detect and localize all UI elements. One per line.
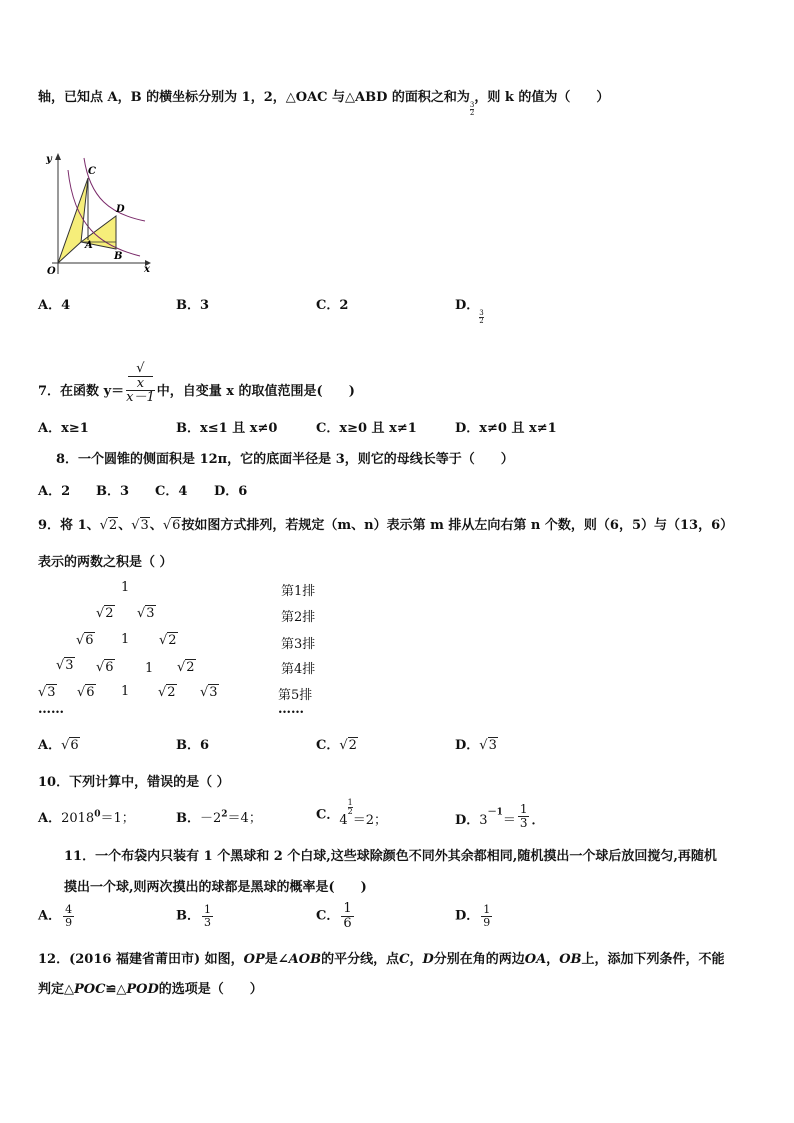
- q11-option-c[interactable]: C． $\frac{1}{6}$: [316, 901, 352, 931]
- q7-option-a[interactable]: A．x≥1: [38, 421, 89, 436]
- q9-row3-item1: √6: [76, 633, 94, 648]
- q9-row4-item4: √2: [177, 660, 195, 675]
- q10-option-d[interactable]: D．$3^{-1}=$ $\frac{1}{3}$ ．: [455, 802, 545, 830]
- q11-option-d[interactable]: D． $\frac{1}{9}$: [455, 903, 491, 929]
- q12-stem-line1: 12．(2016 福建省莆田市) 如图，OP是∠AOB的平分线，点C，D分别在角的两边OA，OB上，添加下列条件，不能: [38, 952, 725, 967]
- q9-row2-item2: √3: [137, 606, 155, 621]
- q9-option-a[interactable]: A．√6: [38, 738, 79, 753]
- q6-stem-fraction: $\frac{3}{2}$: [469, 100, 475, 117]
- q7-function-fraction: √ x x－1: [126, 361, 155, 406]
- q9-row1-item1: 1: [121, 580, 130, 595]
- q7-option-d[interactable]: D．x≠0 且 x≠1: [455, 421, 557, 436]
- y-axis-arrow: [55, 153, 61, 160]
- q9-option-d[interactable]: D．√3: [455, 738, 497, 753]
- q6-option-a[interactable]: A．4: [38, 298, 71, 313]
- q9-row5-item1: √3: [38, 685, 56, 700]
- q9-option-c[interactable]: C．√2: [316, 738, 357, 753]
- q9-stem-line1: 9．将 1、√2、√3、√6按如图方式排列，若规定（m、n）表示第 m 排从左向右第 n 个数，则（6，5）与（13，6）: [38, 518, 734, 533]
- label-y: y: [46, 154, 52, 165]
- q9-dots-left: ……: [38, 702, 64, 717]
- q6-option-d[interactable]: D． $\frac{3}{2}$: [455, 298, 484, 325]
- q9-row-label-1: 第1排: [281, 584, 316, 599]
- q9-row2-item1: √2: [96, 606, 114, 621]
- q8-option-c[interactable]: C．4: [155, 484, 188, 499]
- label-o: O: [47, 266, 56, 277]
- q6-option-c[interactable]: C．2: [316, 298, 349, 313]
- q9-row5-item4: √2: [158, 685, 176, 700]
- q6-figure: [40, 148, 155, 278]
- q7-option-c[interactable]: C．x≥0 且 x≠1: [316, 421, 417, 436]
- label-b: B: [114, 251, 123, 262]
- q11-option-b[interactable]: B． $\frac{1}{3}$: [176, 903, 211, 929]
- q7-stem: 7．在函数 y＝ √ x x－1 中，自变量 x 的取值范围是( ): [38, 361, 355, 406]
- label-c: C: [88, 166, 96, 177]
- q8-stem: 8．一个圆锥的侧面积是 12π，它的底面半径是 3，则它的母线长等于（ ）: [56, 452, 514, 467]
- label-d: D: [116, 204, 125, 215]
- q9-row5-item2: √6: [77, 685, 95, 700]
- q9-row3-item3: √2: [159, 633, 177, 648]
- q9-row-label-4: 第4排: [281, 662, 316, 677]
- q11-stem-line1: 11．一个布袋内只装有 1 个黑球和 2 个白球,这些球除颜色不同外其余都相同,随机摸出一个球后放回搅匀,再随机: [64, 849, 717, 864]
- q8-option-b[interactable]: B．3: [96, 484, 130, 499]
- q9-row5-item5: √3: [200, 685, 218, 700]
- q9-row-label-5: 第5排: [278, 688, 313, 703]
- q6-stem: 轴，已知点 A，B 的横坐标分别为 1，2，△OAC 与△ABD 的面积之和为 $\frac{3}{2}$ ，则 k 的值为（ ）: [38, 90, 610, 117]
- q6-option-d-fraction: $\frac{3}{2}$: [479, 308, 484, 325]
- q11-option-a[interactable]: A． $\frac{4}{9}$: [38, 903, 73, 929]
- label-x: x: [144, 264, 150, 275]
- q10-option-c-exponent: $\frac{1}{2}$: [347, 798, 353, 817]
- q9-dots-right: ……: [278, 702, 304, 717]
- q9-row-label-3: 第3排: [281, 637, 316, 652]
- q6-option-b[interactable]: B．3: [176, 298, 210, 313]
- q9-row4-item1: √3: [56, 658, 74, 673]
- q10-option-c[interactable]: C．4 $\frac{1}{2}$ ＝2；: [316, 798, 388, 829]
- q10-option-b[interactable]: B．$-2^2=4$；: [176, 809, 262, 826]
- q9-row5-item3: 1: [121, 684, 130, 699]
- q11-stem-line2: 摸出一个球,则两次摸出的球都是黑球的概率是( ): [64, 880, 367, 895]
- q10-option-a[interactable]: A．$2018^0=1$；: [38, 809, 135, 826]
- q9-row4-item3: 1: [145, 661, 154, 676]
- q7-option-b[interactable]: B．x≤1 且 x≠0: [176, 421, 278, 436]
- q8-option-a[interactable]: A．2: [38, 484, 71, 499]
- q9-row4-item2: √6: [96, 660, 114, 675]
- q9-row-label-2: 第2排: [281, 610, 316, 625]
- q12-stem-line2: 判定△POC≌△POD的选项是（ ）: [38, 982, 263, 997]
- label-a: A: [85, 240, 93, 251]
- q8-option-d[interactable]: D．6: [214, 484, 248, 499]
- q10-stem: 10．下列计算中，错误的是（ ）: [38, 775, 230, 790]
- q10-option-d-fraction: $\frac{1}{3}$: [519, 802, 528, 830]
- q9-stem-line2: 表示的两数之积是（ ）: [38, 555, 173, 570]
- q9-row3-item2: 1: [121, 632, 130, 647]
- q9-option-b[interactable]: B．6: [176, 738, 210, 753]
